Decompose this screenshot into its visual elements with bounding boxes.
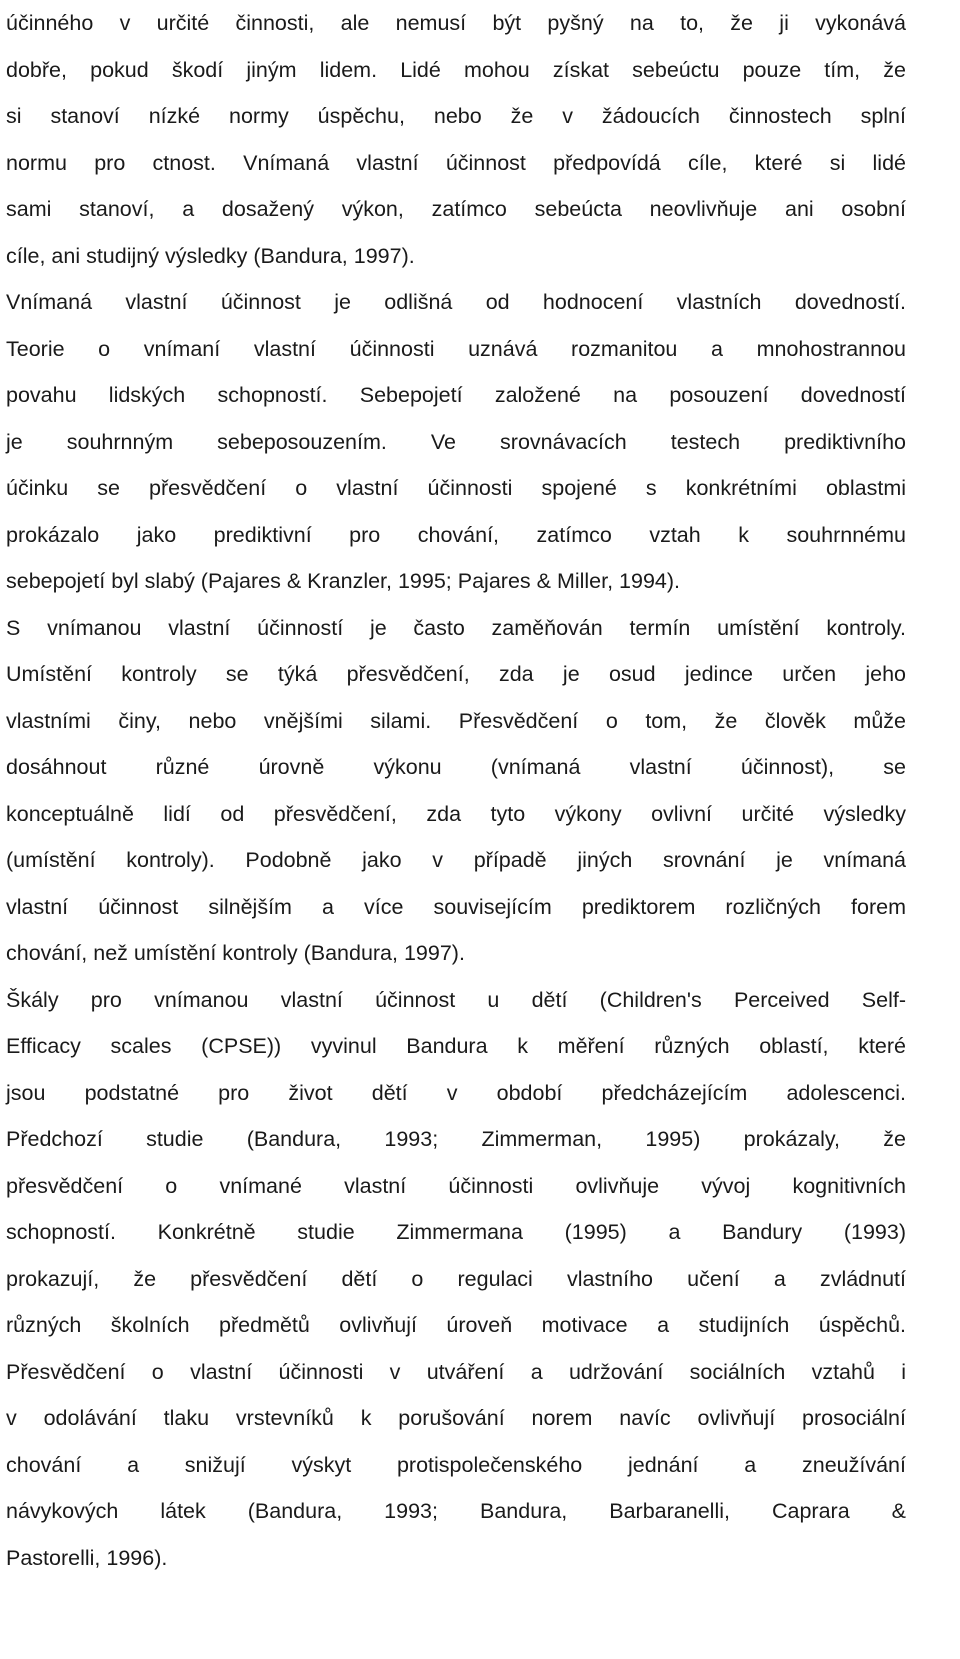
text-line: si stanoví nízké normy úspěchu, nebo že v žádoucích činnostech splní — [6, 104, 906, 128]
text-line: sebepojetí byl slabý (Pajares & Kranzler, 1995; Pajares & Miller, 1994). — [6, 569, 681, 593]
text-line: Škály pro vnímanou vlastní účinnost u dětí (Children's Perceived Self- — [6, 987, 906, 1012]
text-line: návykových látek (Bandura, 1993; Bandura, Barbaranelli, Caprara & — [6, 1499, 906, 1523]
text-line: Vnímaná vlastní účinnost je odlišná od hodnocení vlastních dovedností. — [6, 290, 906, 314]
text-line: přesvědčení o vnímané vlastní účinnosti ovlivňuje vývoj kognitivních — [6, 1173, 906, 1198]
text-line: prokazují, že přesvědčení dětí o regulaci vlastního učení a zvládnutí — [6, 1266, 906, 1291]
text-line: účinného v určité činnosti, ale nemusí být pyšný na to, že ji vykonává — [6, 11, 906, 35]
text-line: v odolávání tlaku vrstevníků k porušování norem navíc ovlivňují prosociální — [6, 1406, 906, 1430]
text-line: normu pro ctnost. Vnímaná vlastní účinnost předpovídá cíle, které si lidé — [6, 150, 906, 175]
text-line: účinku se přesvědčení o vlastní účinnosti spojené s konkrétními oblastmi — [6, 476, 906, 500]
text-line: konceptuálně lidí od přesvědčení, zda tyto výkony ovlivní určité výsledky — [6, 801, 906, 826]
text-line: dosáhnout různé úrovně výkonu (vnímaná vlastní účinnost), se — [6, 755, 906, 779]
text-line: je souhrnným sebeposouzením. Ve srovnávacích testech prediktivního — [6, 429, 906, 454]
text-line: sami stanoví, a dosažený výkon, zatímco sebeúcta neovlivňuje ani osobní — [6, 197, 906, 221]
text-line: různých školních předmětů ovlivňují úroveň motivace a studijních úspěchů. — [6, 1313, 906, 1337]
text-line: Přesvědčení o vlastní účinnosti v utváření a udržování sociálních vztahů i — [6, 1359, 906, 1384]
text-line: Efficacy scales (CPSE)) vyvinul Bandura k měření různých oblastí, které — [6, 1034, 906, 1058]
text-line: (umístění kontroly). Podobně jako v případě jiných srovnání je vnímaná — [6, 848, 906, 872]
text-line: Umístění kontroly se týká přesvědčení, zda je osud jedince určen jeho — [6, 662, 906, 686]
text-line: chování a snižují výskyt protispolečenského jednání a zneužívání — [6, 1452, 906, 1477]
text-line: chování, než umístění kontroly (Bandura, 1997). — [6, 941, 465, 965]
text-line: schopností. Konkrétně studie Zimmermana (1995) a Bandury (1993) — [6, 1220, 906, 1244]
text-line: vlastní účinnost silnějším a více souvisejícím prediktorem rozličných forem — [6, 894, 906, 919]
text-line: cíle, ani studijný výsledky (Bandura, 1997). — [6, 243, 415, 268]
text-line: dobře, pokud škodí jiným lidem. Lidé mohou získat sebeúctu pouze tím, že — [6, 57, 906, 82]
text-line: Předchozí studie (Bandura, 1993; Zimmerman, 1995) prokázaly, že — [6, 1127, 906, 1151]
text-line: vlastními činy, nebo vnějšími silami. Přesvědčení o tom, že člověk může — [6, 708, 906, 733]
text-line: Pastorelli, 1996). — [6, 1545, 168, 1570]
document-page — [6, 0, 906, 1581]
text-line: S vnímanou vlastní účinností je často zaměňován termín umístění kontroly. — [6, 615, 906, 640]
text-line: Teorie o vnímaní vlastní účinnosti uznává rozmanitou a mnohostrannou — [6, 336, 906, 361]
text-line: prokázalo jako prediktivní pro chování, zatímco vztah k souhrnnému — [6, 522, 906, 547]
text-line: povahu lidských schopností. Sebepojetí založené na posouzení dovedností — [6, 383, 906, 407]
text-line: jsou podstatné pro život dětí v období předcházejícím adolescenci. — [6, 1080, 906, 1105]
